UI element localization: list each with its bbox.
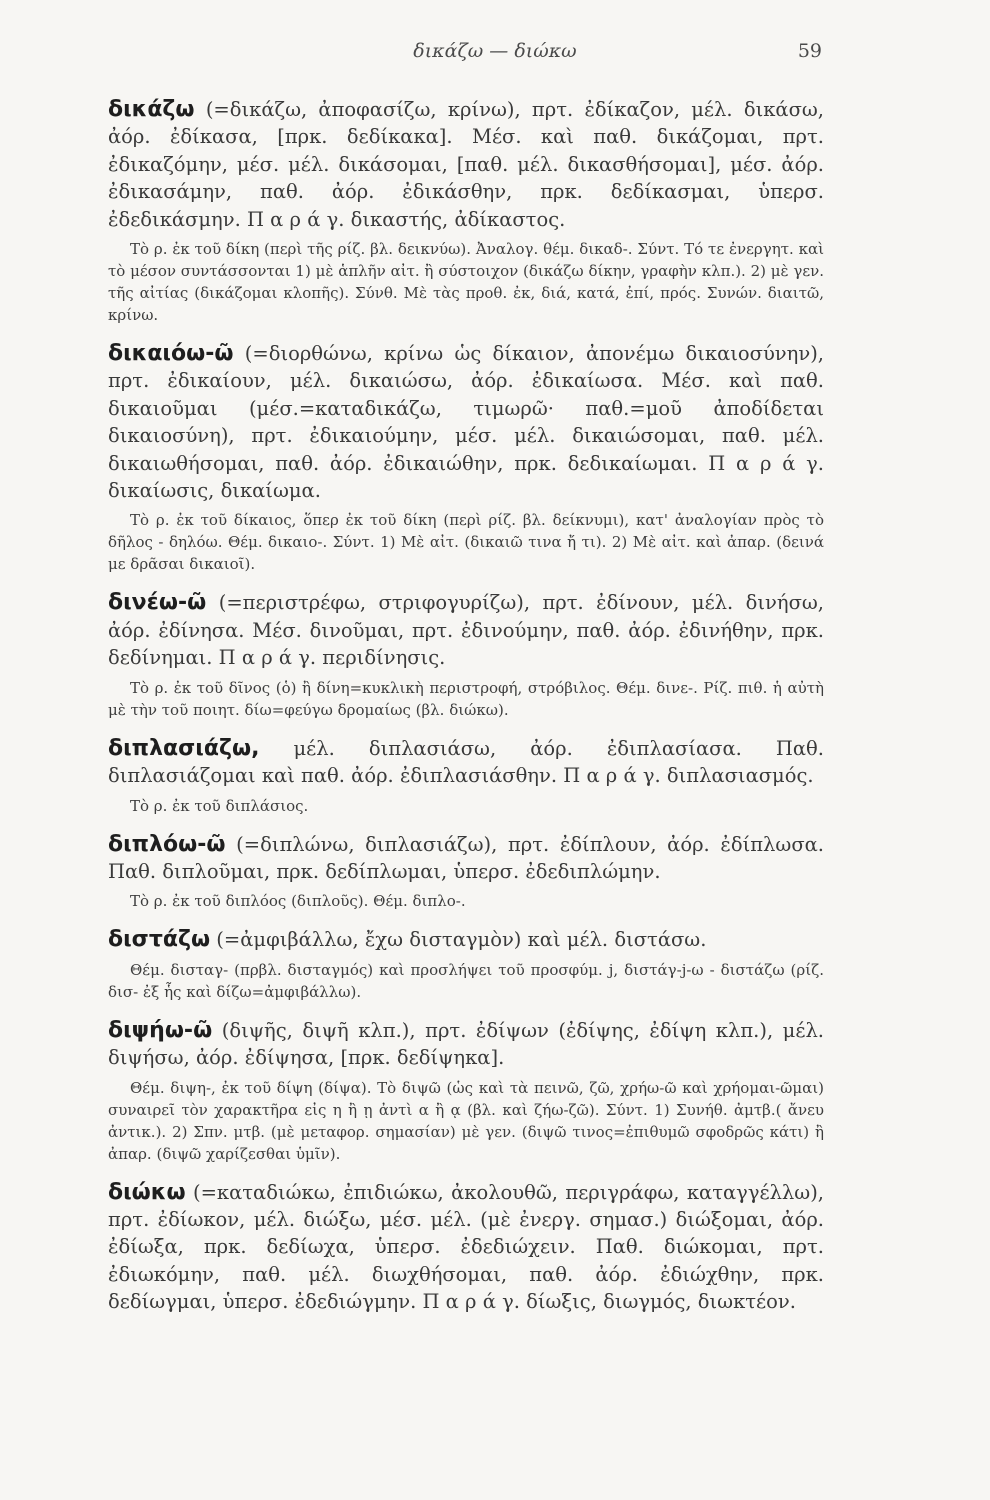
entry-headword: διψήω-ῶ bbox=[108, 1017, 213, 1043]
entry-main-text bbox=[108, 589, 824, 671]
running-head: δικάζω — διώκω bbox=[413, 40, 577, 62]
entries-column bbox=[108, 96, 824, 1330]
dictionary-entry bbox=[108, 1179, 824, 1316]
dictionary-entry bbox=[108, 1017, 824, 1165]
entry-main-text bbox=[108, 1017, 824, 1072]
dictionary-entry bbox=[108, 589, 824, 720]
dictionary-entry bbox=[108, 926, 824, 1002]
entry-body: (=διορθώνω, κρίνω ὡς δίκαιον, ἀπονέμω δικαιοσύνην), πρτ. ἐδικαίουν, μέλ. δικαιώσω, ἀόρ. ἐδικαίωσα. Μέσ. καὶ παθ. δικαιοῦμαι (μέσ.=καταδικάζω, τιμωρῶ· παθ.=μοῦ ἀποδίδεται δικαιοσύνη), πρτ. ἐδικαιούμην, μέσ. μέλ. δικαιώσομαι, παθ. μέλ. δικαιωθήσομαι, παθ. ἀόρ. ἐδικαιώθην, πρκ. δεδικαίωμαι. Π α ρ ά γ. δικαίωσις, δικαίωμα. bbox=[108, 342, 824, 503]
entry-etymology-note: Τὸ ρ. ἐκ τοῦ δῖνος (ὁ) ἢ δίνη=κυκλικὴ περιστροφή, στρόβιλος. Θέμ. δινε-. Ρίζ. πιθ. ἡ αὐτὴ μὲ τὴν τοῦ ποιητ. δίω=φεύγω δρομαίως (βλ. διώκω). bbox=[108, 678, 824, 719]
dictionary-entry bbox=[108, 96, 824, 326]
entry-etymology-note: Θέμ. διψη-, ἐκ τοῦ δίψη (δίψα). Τὸ διψῶ (ὡς καὶ τὰ πεινῶ, ζῶ, χρήω-ῶ καὶ χρήομαι-ῶμαι) συναιρεῖ τὸν χαρακτῆρα εἰς η ἢ ῃ ἀντὶ α ἢ ᾳ (βλ. καὶ ζήω-ζῶ). Σύντ. 1) Συνήθ. ἀμτβ.( ἄνευ ἀντικ.). 2) Σπν. μτβ. (μὲ μεταφορ. σημασίαν) μὲ γεν. (διψῶ τινος=ἐπιθυμῶ σφοδρῶς κάτι) ἢ ἀπαρ. (διψῶ χαρίζεσθαι ὑμῖν). bbox=[108, 1078, 824, 1163]
entry-headword: δικάζω bbox=[108, 97, 195, 122]
entry-main-text bbox=[108, 735, 824, 790]
entry-main-text bbox=[108, 831, 824, 886]
entry-etymology-note: Τὸ ρ. ἐκ τοῦ δίκη (περὶ τῆς ρίζ. βλ. δεικνύω). Ἀναλογ. θέμ. δικαδ-. Σύντ. Τό τε ἐνεργητ. καὶ τὸ μέσον συντάσσονται 1) μὲ ἁπλῆν αἰτ. ἢ σύστοιχον (δικάζω δίκην, γραφὴν κλπ.). 2) μὲ γεν. τῆς αἰτίας (δικάζομαι κλοπῆς). Σύνθ. Μὲ τὰς προθ. ἐκ, διά, κατά, ἐπί, πρός. Συνών. διαιτῶ, κρίνω. bbox=[108, 240, 824, 325]
entry-main-text bbox=[108, 340, 824, 504]
entry-headword: διπλασιάζω, bbox=[108, 735, 260, 761]
entry-main-text bbox=[108, 1179, 824, 1316]
entry-body: (=καταδιώκω, ἐπιδιώκω, ἀκολουθῶ, περιγράφω, καταγγέλλω), πρτ. ἐδίωκον, μέλ. διώξω, μέσ. μέλ. (μὲ ἐνεργ. σημασ.) διώξομαι, ἀόρ. ἐδίωξα, πρκ. δεδίωχα, ὑπερσ. ἐδεδιώχειν. Παθ. διώκομαι, πρτ. ἐδιωκόμην, παθ. μέλ. διωχθήσομαι, παθ. ἀόρ. ἐδιώχθην, πρκ. δεδίωγμαι, ὑπερσ. ἐδεδιώγμην. Π α ρ ά γ. δίωξις, διωγμός, διωκτέον. bbox=[108, 1180, 824, 1314]
entry-body: (=δικάζω, ἀποφασίζω, κρίνω), πρτ. ἐδίκαζον, μέλ. δικάσω, ἀόρ. ἐδίκασα, [πρκ. δεδίκακα]. Μέσ. καὶ παθ. δικάζομαι, πρτ. ἐδικαζόμην, μέσ. μέλ. δικάσομαι, [παθ. μέλ. δικασθήσομαι], μέσ. ἀόρ. ἐδικασάμην, παθ. ἀόρ. ἐδικάσθην, πρκ. δεδίκασμαι, ὑπερσ. ἐδεδικάσμην. Π α ρ ά γ. δικαστής, ἀδίκαστος. bbox=[108, 98, 824, 231]
entry-etymology-note: Θέμ. δισταγ- (πρβλ. δισταγμός) καὶ προσλήψει τοῦ προσφύμ. j, διστάγ-j-ω - διστάζω (ρίζ. δισ- ἐξ ἧς καὶ δίζω=ἀμφιβάλλω). bbox=[108, 960, 824, 1001]
entry-body: (=ἀμφιβάλλω, ἔχω δισταγμὸν) καὶ μέλ. διστάσω. bbox=[216, 928, 707, 952]
entry-headword: δινέω-ῶ bbox=[108, 590, 207, 616]
page-number: 59 bbox=[797, 40, 822, 62]
entry-etymology-note: Τὸ ρ. ἐκ τοῦ διπλάσιος. bbox=[130, 796, 309, 815]
entry-body: (=περιστρέφω, στριφογυρίζω), πρτ. ἐδίνουν, μέλ. δινήσω, ἀόρ. ἐδίνησα. Μέσ. δινοῦμαι, πρτ. ἐδινούμην, παθ. ἀόρ. ἐδινήθην, πρκ. δεδίνημαι. Π α ρ ά γ. περιδίνησις. bbox=[108, 591, 824, 670]
dictionary-entry bbox=[108, 340, 824, 575]
dictionary-entry bbox=[108, 831, 824, 913]
entry-main-text bbox=[108, 926, 824, 953]
entry-etymology-note: Τὸ ρ. ἐκ τοῦ δίκαιος, ὅπερ ἐκ τοῦ δίκη (περὶ ρίζ. βλ. δείκνυμι), κατ' ἀναλογίαν πρὸς τὸ δῆλος - δηλόω. Θέμ. δικαιο-. Σύντ. 1) Μὲ αἰτ. (δικαιῶ τινα ἤ τι). 2) Μὲ αἰτ. καὶ ἀπαρ. (δεινά με δρᾶσαι δικαιοῖ). bbox=[108, 511, 824, 574]
entry-headword: διπλόω-ῶ bbox=[108, 831, 226, 857]
entry-headword: διστάζω bbox=[108, 927, 211, 953]
entry-headword: διώκω bbox=[108, 1179, 186, 1205]
entry-headword: δικαιόω-ῶ bbox=[108, 341, 234, 367]
entry-main-text bbox=[108, 96, 824, 233]
entry-body: (=διπλώνω, διπλασιάζω), πρτ. ἐδίπλουν, ἀόρ. ἐδίπλωσα. Παθ. διπλοῦμαι, πρκ. δεδίπλωμαι, ὑπερσ. ἐδεδιπλώμην. bbox=[108, 832, 824, 883]
dictionary-entry bbox=[108, 735, 824, 817]
entry-body: μέλ. διπλασιάσω, ἀόρ. ἐδιπλασίασα. Παθ. διπλασιάζομαι καὶ παθ. ἀόρ. ἐδιπλασιάσθην. Π α ρ ά γ. διπλασιασμός. bbox=[108, 736, 824, 788]
entry-etymology-note: Τὸ ρ. ἐκ τοῦ διπλόος (διπλοῦς). Θέμ. διπλο-. bbox=[130, 892, 466, 911]
entry-body: (διψῆς, διψῆ κλπ.), πρτ. ἐδίψων (ἐδίψης, ἐδίψη κλπ.), μέλ. διψήσω, ἀόρ. ἐδίψησα, [πρκ. δεδίψηκα]. bbox=[108, 1018, 824, 1070]
